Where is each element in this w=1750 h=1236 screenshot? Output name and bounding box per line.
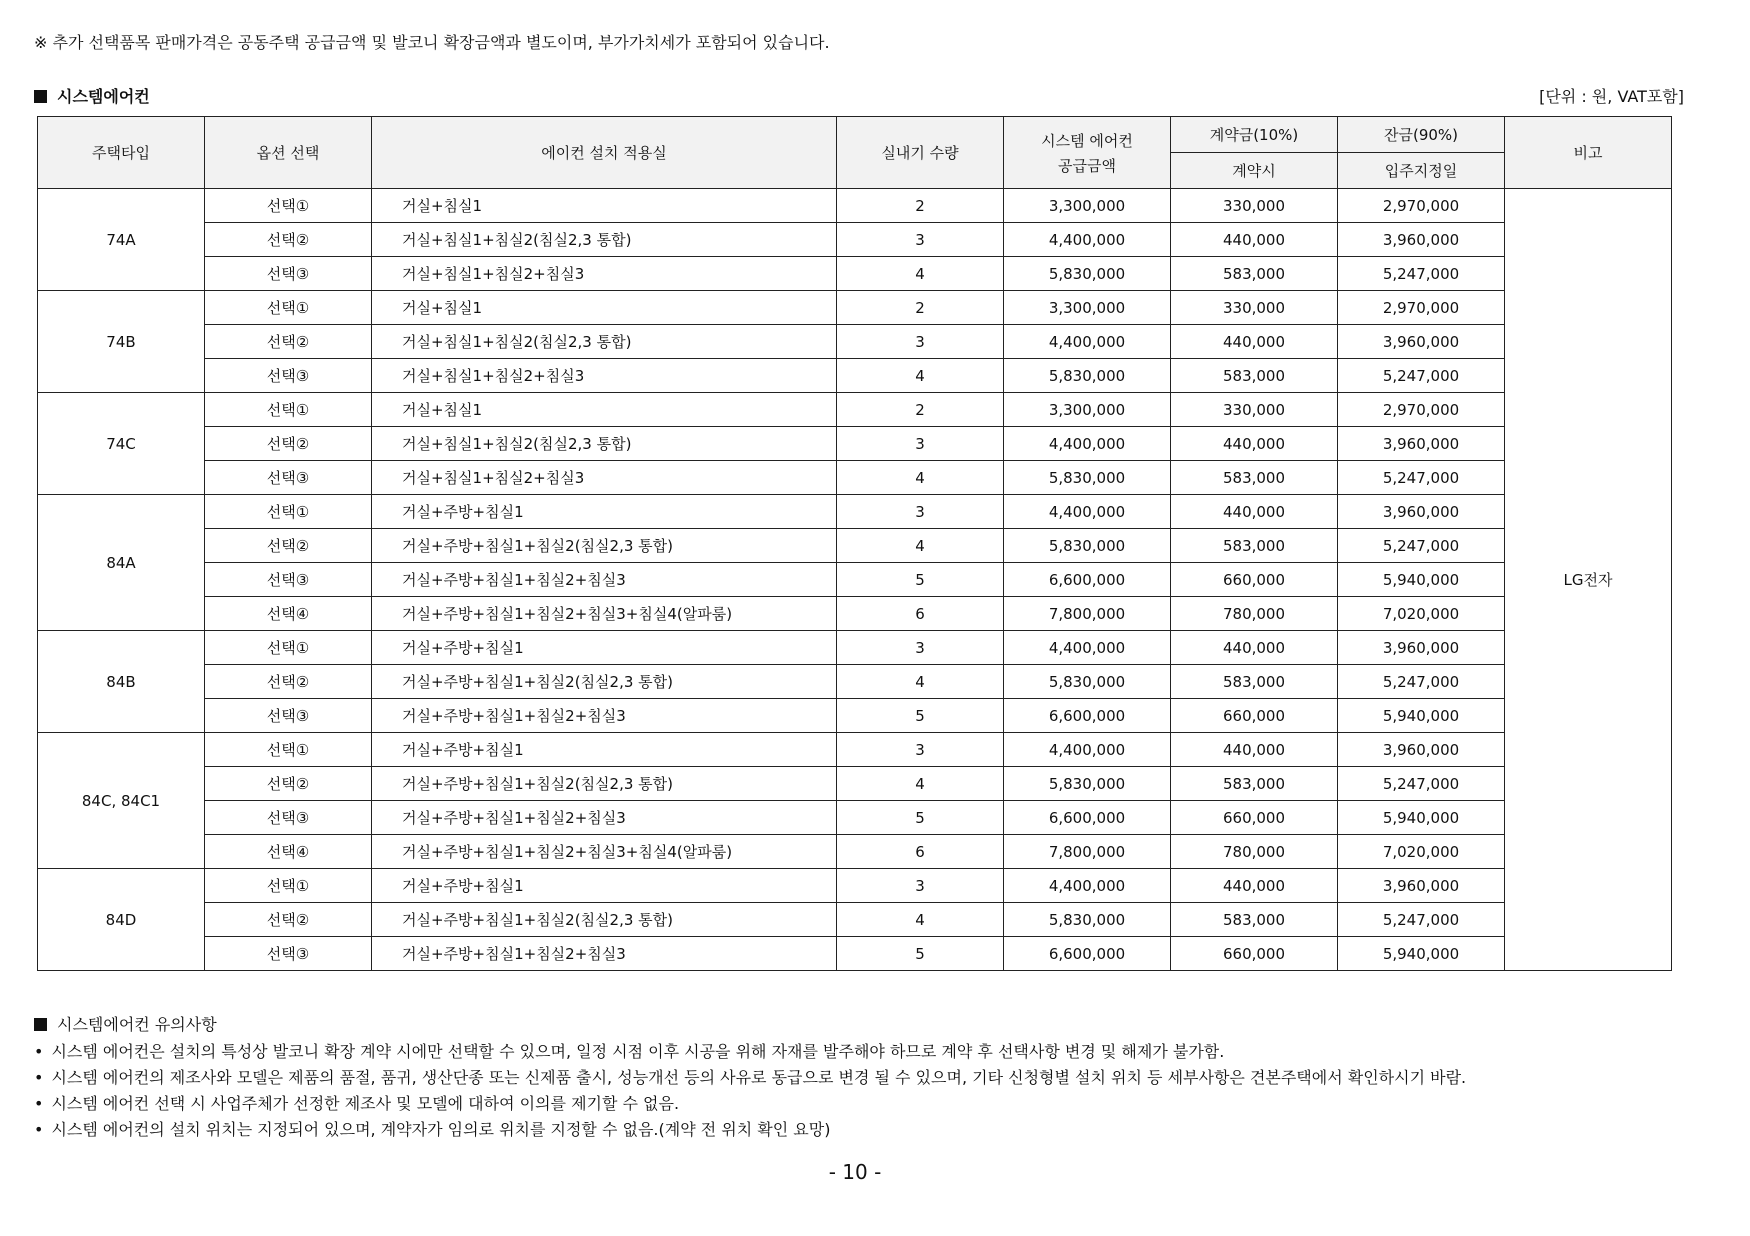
cell-deposit: 660,000 xyxy=(1171,801,1338,835)
cell-units: 3 xyxy=(837,631,1004,665)
cell-supply: 5,830,000 xyxy=(1004,257,1171,291)
cell-supply: 5,830,000 xyxy=(1004,767,1171,801)
header-supply-line2: 공급금액 xyxy=(1058,156,1116,175)
cell-deposit: 440,000 xyxy=(1171,325,1338,359)
table-row xyxy=(38,767,1672,801)
table-row xyxy=(38,801,1672,835)
cell-deposit: 660,000 xyxy=(1171,699,1338,733)
cell-balance: 5,940,000 xyxy=(1338,801,1505,835)
cell-units: 4 xyxy=(837,767,1004,801)
table-row xyxy=(38,869,1672,903)
cell-units: 3 xyxy=(837,427,1004,461)
cell-option: 선택① xyxy=(205,393,372,427)
cell-deposit: 440,000 xyxy=(1171,223,1338,257)
table-row xyxy=(38,733,1672,767)
cell-deposit: 583,000 xyxy=(1171,665,1338,699)
cell-balance: 5,247,000 xyxy=(1338,665,1505,699)
section-title-text: 시스템에어컨 xyxy=(57,87,150,106)
cell-option: 선택① xyxy=(205,869,372,903)
cell-units: 3 xyxy=(837,733,1004,767)
cell-rooms: 거실+주방+침실1+침실2+침실3 xyxy=(372,699,837,733)
page-number: - 10 - xyxy=(828,1160,882,1184)
cell-deposit: 583,000 xyxy=(1171,767,1338,801)
cell-rooms: 거실+주방+침실1+침실2+침실3 xyxy=(372,801,837,835)
cell-supply: 3,300,000 xyxy=(1004,393,1171,427)
cell-units: 4 xyxy=(837,665,1004,699)
cell-rooms: 거실+침실1+침실2(침실2,3 통합) xyxy=(372,325,837,359)
cell-units: 3 xyxy=(837,869,1004,903)
cell-rooms: 거실+침실1+침실2(침실2,3 통합) xyxy=(372,223,837,257)
cell-supply: 5,830,000 xyxy=(1004,461,1171,495)
cell-option: 선택① xyxy=(205,291,372,325)
cell-rooms: 거실+주방+침실1 xyxy=(372,869,837,903)
cell-balance: 5,247,000 xyxy=(1338,359,1505,393)
cell-units: 6 xyxy=(837,835,1004,869)
cell-balance: 5,247,000 xyxy=(1338,461,1505,495)
cell-rooms: 거실+침실1+침실2+침실3 xyxy=(372,359,837,393)
caution-title xyxy=(34,1012,1466,1035)
cell-option: 선택② xyxy=(205,529,372,563)
cell-option: 선택② xyxy=(205,665,372,699)
unit-note: [단위 : 원, VAT포함] xyxy=(1539,87,1684,106)
header-deposit: 계약금(10%) xyxy=(1171,117,1338,153)
cell-option: 선택③ xyxy=(205,937,372,971)
cell-supply: 3,300,000 xyxy=(1004,189,1171,223)
header-type: 주택타입 xyxy=(38,117,205,189)
cell-units: 5 xyxy=(837,937,1004,971)
cell-units: 3 xyxy=(837,495,1004,529)
cell-deposit: 780,000 xyxy=(1171,835,1338,869)
cell-supply: 7,800,000 xyxy=(1004,597,1171,631)
header-units: 실내기 수량 xyxy=(837,117,1004,189)
cell-rooms: 거실+주방+침실1 xyxy=(372,495,837,529)
table-row xyxy=(38,427,1672,461)
table-row xyxy=(38,563,1672,597)
cell-units: 3 xyxy=(837,325,1004,359)
cell-supply: 5,830,000 xyxy=(1004,359,1171,393)
cell-rooms: 거실+침실1 xyxy=(372,291,837,325)
cell-deposit: 583,000 xyxy=(1171,257,1338,291)
cell-option: 선택③ xyxy=(205,461,372,495)
caution-list xyxy=(34,1041,1466,1140)
cell-option: 선택② xyxy=(205,903,372,937)
table-row xyxy=(38,699,1672,733)
cell-units: 6 xyxy=(837,597,1004,631)
cell-supply: 6,600,000 xyxy=(1004,699,1171,733)
header-option: 옵션 선택 xyxy=(205,117,372,189)
caution-item: • 시스템 에어컨의 제조사와 모델은 제품의 품절, 품귀, 생산단종 또는 신제품 출시, 성능개선 등의 사유로 동급으로 변경 될 수 있으며, 기타 신청형별 설치 위치 등 세부사항은 견본주택에서 확인하시기 바람. xyxy=(34,1067,1466,1088)
cell-units: 5 xyxy=(837,801,1004,835)
cell-option: 선택③ xyxy=(205,563,372,597)
section-title xyxy=(34,84,150,107)
cell-house-type: 84C, 84C1 xyxy=(38,733,205,869)
header-supply xyxy=(1004,117,1171,189)
table-row xyxy=(38,631,1672,665)
cell-option: 선택③ xyxy=(205,801,372,835)
cell-rooms: 거실+주방+침실1+침실2(침실2,3 통합) xyxy=(372,903,837,937)
cell-units: 3 xyxy=(837,223,1004,257)
table-row xyxy=(38,257,1672,291)
cell-units: 2 xyxy=(837,291,1004,325)
cell-rooms: 거실+주방+침실1+침실2+침실3+침실4(알파룸) xyxy=(372,597,837,631)
cell-balance: 5,940,000 xyxy=(1338,699,1505,733)
table-row xyxy=(38,291,1672,325)
cell-balance: 3,960,000 xyxy=(1338,869,1505,903)
table-row xyxy=(38,835,1672,869)
cell-units: 4 xyxy=(837,461,1004,495)
cell-option: 선택② xyxy=(205,325,372,359)
cell-supply: 7,800,000 xyxy=(1004,835,1171,869)
table-row xyxy=(38,597,1672,631)
header-rooms: 에이컨 설치 적용실 xyxy=(372,117,837,189)
table-row xyxy=(38,529,1672,563)
cell-units: 5 xyxy=(837,563,1004,597)
cell-balance: 3,960,000 xyxy=(1338,631,1505,665)
cell-house-type: 74A xyxy=(38,189,205,291)
table-row xyxy=(38,325,1672,359)
cell-balance: 3,960,000 xyxy=(1338,325,1505,359)
cell-balance: 5,247,000 xyxy=(1338,767,1505,801)
cell-option: 선택② xyxy=(205,767,372,801)
cell-units: 4 xyxy=(837,903,1004,937)
caution-item: • 시스템 에어컨은 설치의 특성상 발코니 확장 계약 시에만 선택할 수 있으며, 일정 시점 이후 시공을 위해 자재를 발주해야 하므로 계약 후 선택사항 변경 및 해제가 불가함. xyxy=(34,1041,1466,1062)
cell-rooms: 거실+주방+침실1+침실2+침실3+침실4(알파룸) xyxy=(372,835,837,869)
cell-rooms: 거실+주방+침실1+침실2+침실3 xyxy=(372,937,837,971)
table-body xyxy=(38,189,1672,971)
cell-rooms: 거실+주방+침실1 xyxy=(372,631,837,665)
header-balance-sub: 입주지정일 xyxy=(1338,153,1505,189)
cell-units: 2 xyxy=(837,393,1004,427)
cell-supply: 4,400,000 xyxy=(1004,325,1171,359)
cell-balance: 5,940,000 xyxy=(1338,937,1505,971)
cell-balance: 5,247,000 xyxy=(1338,257,1505,291)
cell-balance: 2,970,000 xyxy=(1338,189,1505,223)
header-deposit-sub: 계약시 xyxy=(1171,153,1338,189)
caution-title-text: 시스템에어컨 유의사항 xyxy=(57,1015,217,1034)
top-note: ※ 추가 선택품목 판매가격은 공동주택 공급금액 및 발코니 확장금액과 별도이며, 부가가치세가 포함되어 있습니다. xyxy=(34,33,830,52)
table-row xyxy=(38,903,1672,937)
cell-balance: 3,960,000 xyxy=(1338,495,1505,529)
cell-rooms: 거실+침실1+침실2+침실3 xyxy=(372,461,837,495)
cell-balance: 2,970,000 xyxy=(1338,393,1505,427)
cell-deposit: 330,000 xyxy=(1171,393,1338,427)
header-balance: 잔금(90%) xyxy=(1338,117,1505,153)
caution-item: • 시스템 에어컨 선택 시 사업주체가 선정한 제조사 및 모델에 대하여 이의를 제기할 수 없음. xyxy=(34,1093,1466,1114)
cell-deposit: 440,000 xyxy=(1171,733,1338,767)
cell-balance: 3,960,000 xyxy=(1338,223,1505,257)
header-supply-line1: 시스템 에어컨 xyxy=(1041,131,1133,150)
cell-deposit: 660,000 xyxy=(1171,563,1338,597)
cell-house-type: 84D xyxy=(38,869,205,971)
cell-deposit: 440,000 xyxy=(1171,495,1338,529)
cell-house-type: 74C xyxy=(38,393,205,495)
caution-item: • 시스템 에어컨의 설치 위치는 지정되어 있으며, 계약자가 임의로 위치를 지정할 수 없음.(계약 전 위치 확인 요망) xyxy=(34,1119,1466,1140)
black-square-icon xyxy=(34,90,47,103)
aircon-price-table xyxy=(37,116,1672,971)
cell-rooms: 거실+침실1+침실2+침실3 xyxy=(372,257,837,291)
table-row xyxy=(38,461,1672,495)
cell-balance: 7,020,000 xyxy=(1338,597,1505,631)
cell-balance: 5,247,000 xyxy=(1338,529,1505,563)
cell-option: 선택② xyxy=(205,427,372,461)
cell-house-type: 74B xyxy=(38,291,205,393)
cell-balance: 5,247,000 xyxy=(1338,903,1505,937)
cell-supply: 4,400,000 xyxy=(1004,223,1171,257)
cell-balance: 3,960,000 xyxy=(1338,733,1505,767)
cell-units: 4 xyxy=(837,359,1004,393)
cell-option: 선택① xyxy=(205,495,372,529)
cell-option: 선택④ xyxy=(205,597,372,631)
table-row xyxy=(38,937,1672,971)
cell-rooms: 거실+침실1 xyxy=(372,393,837,427)
cell-deposit: 583,000 xyxy=(1171,903,1338,937)
table-row xyxy=(38,665,1672,699)
cell-balance: 7,020,000 xyxy=(1338,835,1505,869)
cell-supply: 5,830,000 xyxy=(1004,903,1171,937)
table-row xyxy=(38,495,1672,529)
black-square-icon xyxy=(34,1018,47,1031)
cell-supply: 5,830,000 xyxy=(1004,529,1171,563)
cell-supply: 4,400,000 xyxy=(1004,495,1171,529)
cell-option: 선택① xyxy=(205,631,372,665)
cell-rooms: 거실+주방+침실1+침실2+침실3 xyxy=(372,563,837,597)
cell-deposit: 330,000 xyxy=(1171,291,1338,325)
cell-option: 선택③ xyxy=(205,359,372,393)
cell-option: 선택② xyxy=(205,223,372,257)
cell-rooms: 거실+주방+침실1+침실2(침실2,3 통합) xyxy=(372,767,837,801)
cell-supply: 3,300,000 xyxy=(1004,291,1171,325)
cell-deposit: 440,000 xyxy=(1171,427,1338,461)
cell-supply: 4,400,000 xyxy=(1004,427,1171,461)
cell-supply: 6,600,000 xyxy=(1004,801,1171,835)
cell-deposit: 440,000 xyxy=(1171,869,1338,903)
cell-supply: 4,400,000 xyxy=(1004,869,1171,903)
cell-balance: 2,970,000 xyxy=(1338,291,1505,325)
cell-deposit: 440,000 xyxy=(1171,631,1338,665)
cell-deposit: 330,000 xyxy=(1171,189,1338,223)
table-row xyxy=(38,359,1672,393)
cell-deposit: 583,000 xyxy=(1171,529,1338,563)
table-row xyxy=(38,393,1672,427)
cell-units: 2 xyxy=(837,189,1004,223)
table-row xyxy=(38,189,1672,223)
caution-section xyxy=(34,1012,1466,1145)
cell-house-type: 84B xyxy=(38,631,205,733)
cell-units: 4 xyxy=(837,257,1004,291)
header-remark: 비고 xyxy=(1505,117,1672,189)
cell-units: 4 xyxy=(837,529,1004,563)
cell-supply: 4,400,000 xyxy=(1004,733,1171,767)
cell-rooms: 거실+침실1+침실2(침실2,3 통합) xyxy=(372,427,837,461)
cell-rooms: 거실+주방+침실1+침실2(침실2,3 통합) xyxy=(372,665,837,699)
cell-supply: 6,600,000 xyxy=(1004,937,1171,971)
cell-deposit: 583,000 xyxy=(1171,461,1338,495)
cell-option: 선택③ xyxy=(205,257,372,291)
cell-option: 선택④ xyxy=(205,835,372,869)
table-row xyxy=(38,223,1672,257)
cell-deposit: 660,000 xyxy=(1171,937,1338,971)
cell-deposit: 780,000 xyxy=(1171,597,1338,631)
cell-deposit: 583,000 xyxy=(1171,359,1338,393)
cell-option: 선택① xyxy=(205,733,372,767)
cell-option: 선택③ xyxy=(205,699,372,733)
cell-option: 선택① xyxy=(205,189,372,223)
cell-rooms: 거실+주방+침실1+침실2(침실2,3 통합) xyxy=(372,529,837,563)
cell-balance: 5,940,000 xyxy=(1338,563,1505,597)
cell-balance: 3,960,000 xyxy=(1338,427,1505,461)
cell-remark: LG전자 xyxy=(1505,189,1672,971)
cell-units: 5 xyxy=(837,699,1004,733)
cell-supply: 4,400,000 xyxy=(1004,631,1171,665)
cell-house-type: 84A xyxy=(38,495,205,631)
cell-supply: 5,830,000 xyxy=(1004,665,1171,699)
cell-rooms: 거실+주방+침실1 xyxy=(372,733,837,767)
cell-rooms: 거실+침실1 xyxy=(372,189,837,223)
cell-supply: 6,600,000 xyxy=(1004,563,1171,597)
